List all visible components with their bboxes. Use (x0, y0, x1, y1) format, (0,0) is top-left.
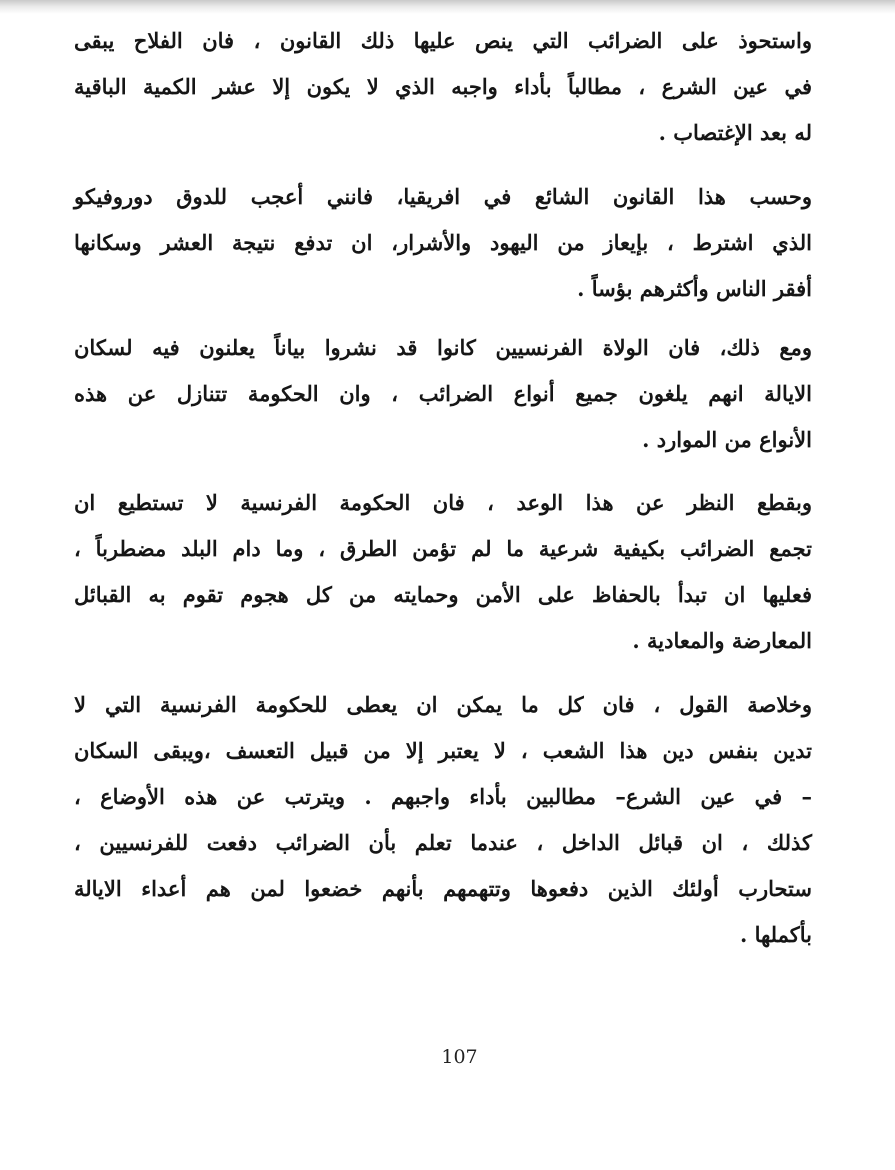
paragraph-line: ستحارب أولئك الذين دفعوها وتتهمهم بأنهم خضعوا لمن هم أعداء الايالة (74, 876, 812, 901)
paragraph-4 (74, 480, 812, 664)
paragraph-3 (74, 325, 812, 463)
paragraph-line: الذي اشترط ، بإيعاز من اليهود والأشرار، ان تدفع نتيجة العشر وسكانها (74, 230, 812, 255)
paragraph-line: ومع ذلك، فان الولاة الفرنسيين كانوا قد نشروا بياناً يعلنون فيه لسكان (74, 335, 812, 360)
paragraph-line: وبقطع النظر عن هذا الوعد ، فان الحكومة الفرنسية لا تستطيع ان (74, 490, 812, 515)
scan-edge-shadow (0, 0, 895, 14)
paragraph-line: بأكملها . (739, 922, 812, 947)
paragraph-line: له بعد الإغتصاب . (658, 120, 812, 145)
paragraph-line: في عين الشرع ، مطالباً بأداء واجبه الذي لا يكون إلا عشر الكمية الباقية (74, 74, 812, 99)
paragraph-line: الأنواع من الموارد . (642, 427, 812, 452)
page-number: 107 (441, 1046, 478, 1068)
paragraph-line: أفقر الناس وأكثرهم بؤساً . (577, 276, 812, 301)
paragraph-line: فعليها ان تبدأ بالحفاظ على الأمن وحمايته من كل هجوم تقوم به القبائل (74, 582, 812, 607)
paragraph-line: – في عين الشرع– مطالبين بأداء واجبهم . ويترتب عن هذه الأوضاع ، (74, 784, 812, 809)
paragraph-5 (74, 682, 812, 958)
paragraph-line: تدين بنفس دين هذا الشعب ، لا يعتبر إلا من قبيل التعسف ،ويبقى السكان (74, 738, 812, 763)
paragraph-line: واستحوذ على الضرائب التي ينص عليها ذلك القانون ، فان الفلاح يبقى (74, 28, 812, 53)
paragraph-1 (74, 18, 812, 156)
paragraph-line: تجمع الضرائب بكيفية شرعية ما لم تؤمن الطرق ، وما دام البلد مضطرباً ، (74, 536, 812, 561)
paragraph-line: الايالة انهم يلغون جميع أنواع الضرائب ، وان الحكومة تتنازل عن هذه (74, 381, 812, 406)
paragraph-line: وحسب هذا القانون الشائع في افريقيا، فانني أعجب للدوق دوروفيكو (74, 184, 812, 209)
paragraph-line: كذلك ، ان قبائل الداخل ، عندما تعلم بأن الضرائب دفعت للفرنسيين ، (74, 830, 812, 855)
paragraph-line: وخلاصة القول ، فان كل ما يمكن ان يعطى للحكومة الفرنسية التي لا (74, 692, 812, 717)
paragraph-2 (74, 174, 812, 312)
paragraph-line: المعارضة والمعادية . (632, 628, 812, 653)
